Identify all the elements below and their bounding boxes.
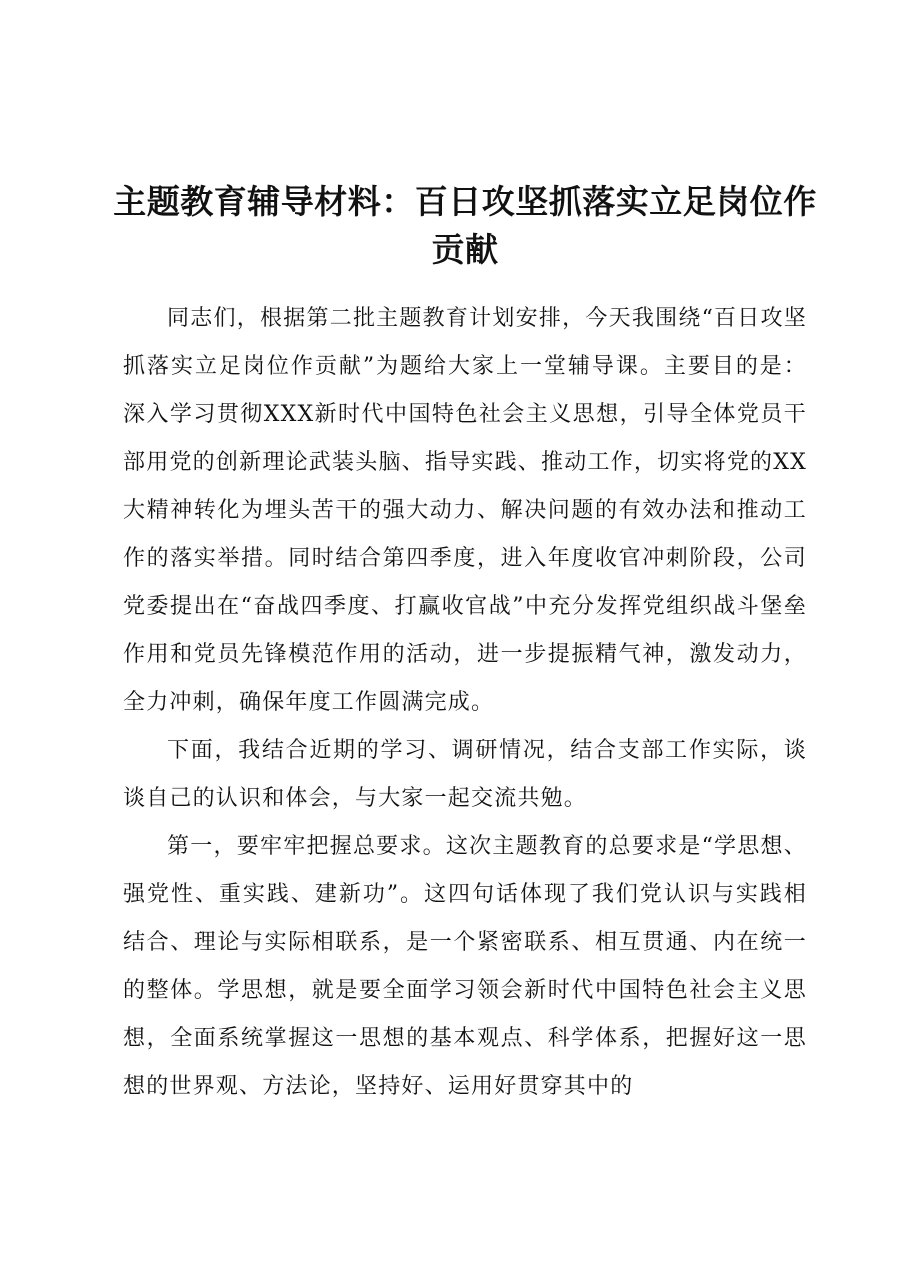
document-title: 主题教育辅导材料：百日攻坚抓落实立足岗位作贡献	[113, 182, 817, 270]
paragraph-intro: 同志们，根据第二批主题教育计划安排，今天我围绕“百日攻坚抓落实立足岗位作贡献”为题给大家上一堂辅导课。主要目的是：深入学习贯彻XXX新时代中国特色社会主义思想，引导全体党员干部用党的创新理论武装头脑、指导实践、推动工作，切实将党的XX大精神转化为埋头苦干的强大动力、解决问题的有效办法和推动工作的落实举措。同时结合第四季度，进入年度收官冲刺阶段，公司党委提出在“奋战四季度、打赢收官战”中充分发挥党组织战斗堡垒作用和党员先锋模范作用的活动，进一步提振精气神，激发动力，全力冲刺，确保年度工作圆满完成。	[123, 306, 807, 715]
document-body	[123, 295, 807, 1111]
paragraph-transition: 下面，我结合近期的学习、调研情况，结合支部工作实际，谈谈自己的认识和体会，与大家一起交流共勉。	[123, 738, 807, 811]
paragraph-first-point: 第一，要牢牢把握总要求。这次主题教育的总要求是“学思想、强党性、重实践、建新功”。这四句话体现了我们党认识与实践相结合、理论与实际相联系，是一个紧密联系、相互贯通、内在统一的整体。学思想，就是要全面学习领会新时代中国特色社会主义思想，全面系统掌握这一思想的基本观点、科学体系，把握好这一思想的世界观、方法论，坚持好、运用好贯穿其中的	[123, 834, 807, 1099]
